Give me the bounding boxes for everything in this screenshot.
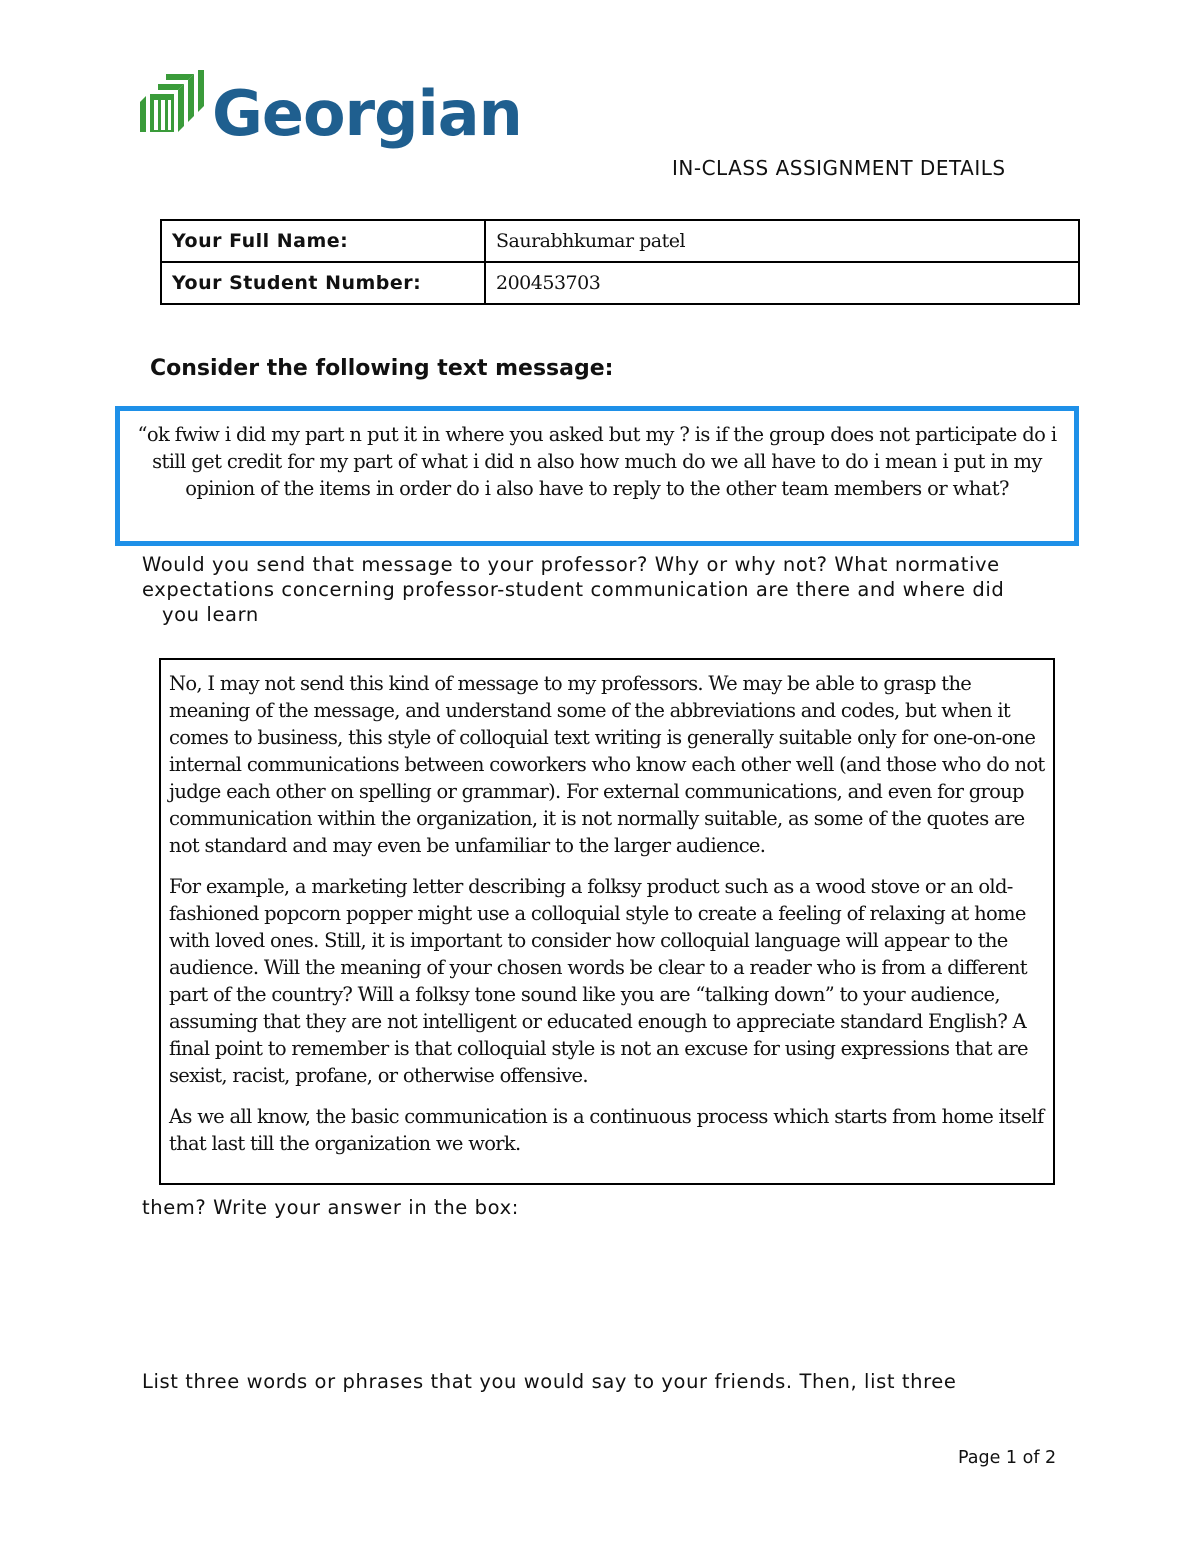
answer-paragraph: As we all know, the basic communication is a continuous process which starts from home itself that last till the organization we work. — [169, 1105, 1044, 1155]
next-question: List three words or phrases that you would say to your friends. Then, list three — [142, 1370, 957, 1393]
table-row — [161, 262, 1079, 304]
question-line: expectations concerning professor-student communication are there and where did — [142, 578, 1005, 601]
student-number-label: Your Student Number: — [161, 262, 485, 304]
answer-box[interactable] — [159, 658, 1055, 1185]
question-line: Would you send that message to your professor? Why or why not? What normative — [142, 553, 1000, 576]
question-prompt — [142, 552, 1062, 627]
text-message-content: “ok fwiw i did my part n put it in where you asked but my ? is if the group does not participate do i still get credit for my part of what i did n also how much do we all have to do i mean i put in my opinion of the items in order do i also have to reply to the other team members or what? — [137, 423, 1057, 500]
consider-heading: Consider the following text message: — [150, 356, 614, 381]
full-name-label: Your Full Name: — [161, 220, 485, 262]
student-number-value[interactable]: 200453703 — [485, 262, 1079, 304]
answer-paragraph: No, I may not send this kind of message to my professors. We may be able to grasp the meaning of the message, and understand some of the abbreviations and codes, but when it comes to business, this style of colloquial text writing is generally suitable only for one-on-one internal communications between coworkers who know each other well (and those who do not judge each other on spelling or grammar). For external communications, and even for group communication within the organization, it is not normally suitable, as some of the quotes are not standard and may even be unfamiliar to the larger audience. — [169, 672, 1045, 857]
table-row — [161, 220, 1079, 262]
georgian-wordmark: Georgian — [212, 77, 522, 150]
georgian-logo — [140, 68, 522, 158]
page-title: IN-CLASS ASSIGNMENT DETAILS — [672, 156, 1006, 180]
student-info-table — [160, 219, 1080, 305]
page-number: Page 1 of 2 — [958, 1448, 1057, 1468]
georgian-logo-icon — [140, 70, 210, 140]
answer-paragraph: For example, a marketing letter describing a folksy product such as a wood stove or an old-fashioned popcorn popper might use a colloquial style to create a feeling of relaxing at home with loved ones. Still, it is important to consider how colloquial language will appear to the audience. Will the meaning of your chosen words be clear to a reader who is from a different part of the country? Will a folksy tone sound like you are “talking down” to your audience, assuming that they are not intelligent or educated enough to appreciate standard English? A final point to remember is that colloquial style is not an excuse for using expressions that are sexist, racist, profane, or otherwise offensive. — [169, 875, 1028, 1087]
question-line: you learn — [162, 603, 259, 626]
text-message-box — [115, 406, 1079, 546]
full-name-value[interactable]: Saurabhkumar patel — [485, 220, 1079, 262]
question-continuation: them? Write your answer in the box: — [142, 1196, 519, 1219]
